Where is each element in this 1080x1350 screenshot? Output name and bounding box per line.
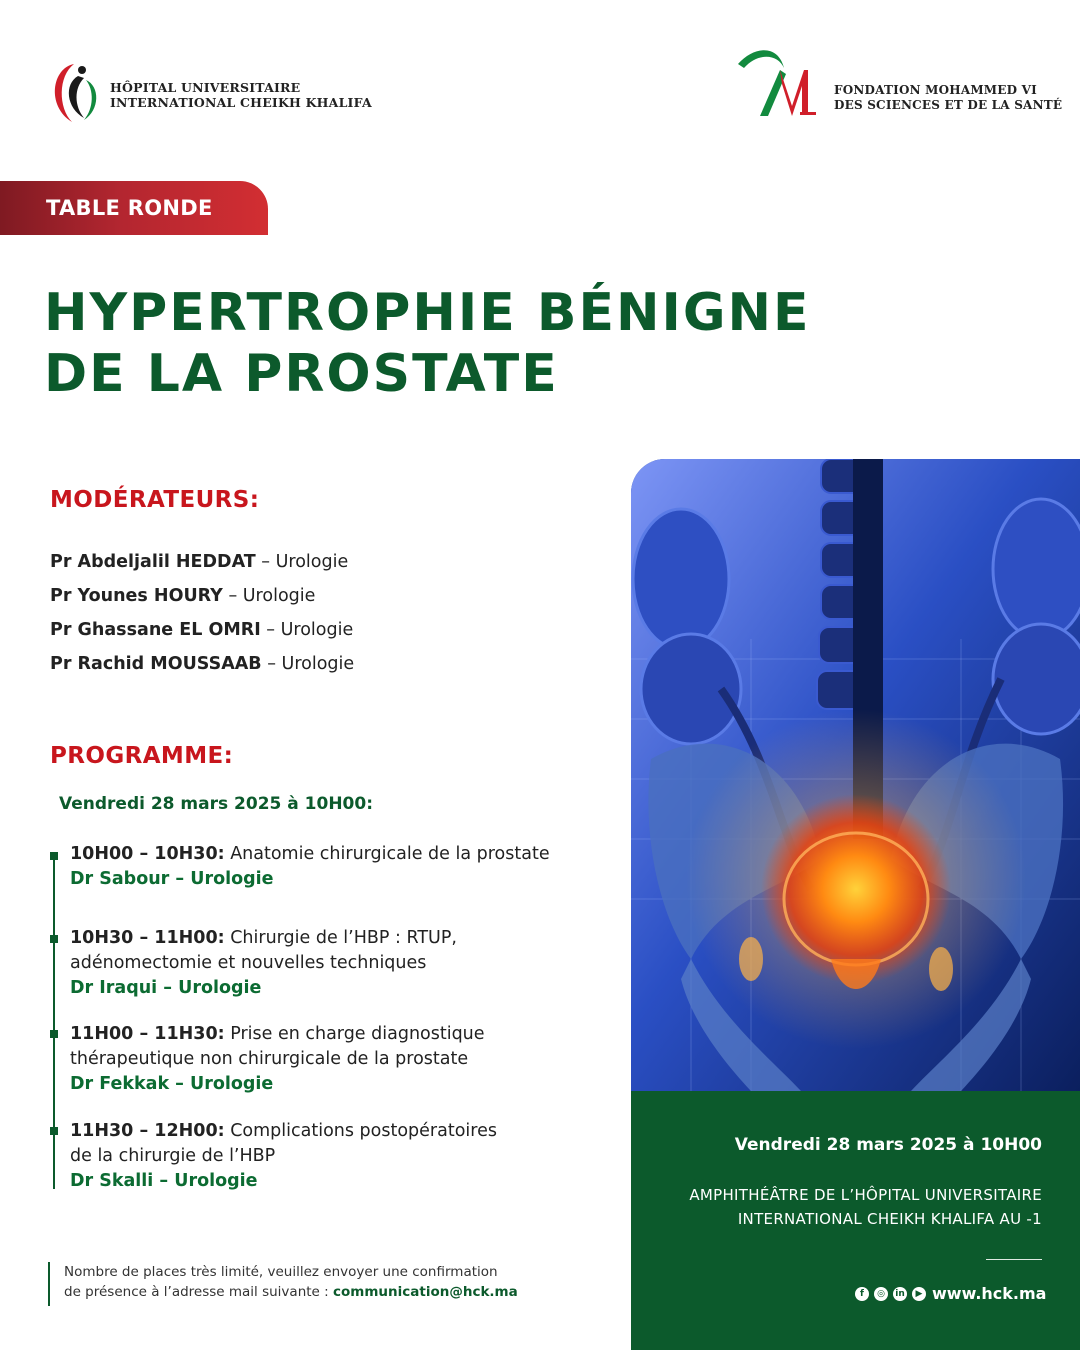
- divider: [986, 1259, 1042, 1260]
- timeline-bullet: [50, 935, 58, 943]
- moderator-specialty: – Urologie: [266, 620, 354, 640]
- timeline-bullet: [50, 1030, 58, 1038]
- session-time: 10H00 – 10H30:: [70, 844, 225, 864]
- moderator-item: [50, 579, 354, 613]
- moderator-name: Pr Younes HOURY: [50, 586, 223, 606]
- note-line2: de présence à l’adresse mail suivante :: [64, 1284, 333, 1300]
- instagram-icon[interactable]: ◎: [874, 1287, 888, 1301]
- event-venue: [689, 1183, 1042, 1231]
- session-speaker: Dr Fekkak – Urologie: [70, 1074, 274, 1094]
- note-accent-bar: [48, 1262, 50, 1306]
- programme-heading: PROGRAMME:: [50, 743, 234, 769]
- session-topic: Complications postopératoires: [224, 1121, 497, 1141]
- title-line2: DE LA PROSTATE: [44, 344, 559, 404]
- registration-note: [64, 1262, 518, 1302]
- moderator-name: Pr Abdeljalil HEDDAT: [50, 552, 256, 572]
- timeline-bullet: [50, 1127, 58, 1135]
- foundation-name-line1: FONDATION MOHAMMED VI: [834, 83, 1037, 97]
- moderator-specialty: – Urologie: [267, 654, 355, 674]
- hospital-name: [110, 80, 372, 110]
- timeline-bullet: [50, 852, 58, 860]
- moderator-specialty: – Urologie: [261, 552, 349, 572]
- venue-line1: AMPHITHÉÂTRE DE L’HÔPITAL UNIVERSITAIRE: [689, 1186, 1042, 1204]
- session-topic: Anatomie chirurgicale de la prostate: [224, 844, 550, 864]
- session-topic-cont: thérapeutique non chirurgicale de la prostate: [70, 1049, 469, 1069]
- hospital-name-line2: INTERNATIONAL CHEIKH KHALIFA: [110, 95, 372, 110]
- hospital-name-line1: HÔPITAL UNIVERSITAIRE: [110, 80, 301, 95]
- venue-line2: INTERNATIONAL CHEIKH KHALIFA AU -1: [737, 1210, 1042, 1228]
- moderator-item: [50, 545, 354, 579]
- moderator-item: [50, 613, 354, 647]
- session-topic-cont: de la chirurgie de l’HBP: [70, 1146, 276, 1166]
- youtube-icon[interactable]: ▶: [912, 1287, 926, 1301]
- session-speaker: Dr Skalli – Urologie: [70, 1171, 258, 1191]
- page-title: [44, 283, 811, 405]
- timeline-line: [53, 857, 55, 1189]
- prostate-illustration: [631, 459, 1080, 1091]
- session-topic: Chirurgie de l’HBP : RTUP,: [224, 928, 457, 948]
- session-speaker: Dr Sabour – Urologie: [70, 869, 274, 889]
- moderators-heading: MODÉRATEURS:: [50, 487, 260, 513]
- social-links: [855, 1287, 926, 1301]
- event-type-tag: TABLE RONDE: [0, 181, 268, 235]
- session-time: 11H00 – 11H30:: [70, 1024, 225, 1044]
- session-time: 11H30 – 12H00:: [70, 1121, 225, 1141]
- anatomy-image: [631, 459, 1080, 1091]
- foundation-name: [834, 83, 1062, 113]
- programme-item: [70, 842, 610, 892]
- note-line1: Nombre de places très limité, veuillez envoyer une confirmation: [64, 1264, 498, 1280]
- programme-item: [70, 1022, 610, 1097]
- programme-item: [70, 1119, 610, 1194]
- programme-item: [70, 926, 610, 1001]
- website-link[interactable]: www.hck.ma: [932, 1284, 1047, 1303]
- session-topic: Prise en charge diagnostique: [224, 1024, 485, 1044]
- session-time: 10H30 – 11H00:: [70, 928, 225, 948]
- moderator-item: [50, 647, 354, 681]
- moderator-name: Pr Ghassane EL OMRI: [50, 620, 261, 640]
- moderator-specialty: – Urologie: [228, 586, 316, 606]
- contact-email-link[interactable]: communication@hck.ma: [333, 1284, 518, 1300]
- moderators-list: [50, 545, 354, 681]
- session-speaker: Dr Iraqui – Urologie: [70, 978, 262, 998]
- facebook-icon[interactable]: f: [855, 1287, 869, 1301]
- foundation-name-line2: DES SCIENCES ET DE LA SANTÉ: [834, 98, 1063, 112]
- programme-date: Vendredi 28 mars 2025 à 10H00:: [59, 794, 374, 814]
- session-topic-cont: adénomectomie et nouvelles techniques: [70, 953, 427, 973]
- linkedin-icon[interactable]: in: [893, 1287, 907, 1301]
- moderator-name: Pr Rachid MOUSSAAB: [50, 654, 262, 674]
- event-date: Vendredi 28 mars 2025 à 10H00: [734, 1135, 1042, 1155]
- hck-logo-icon: [44, 56, 104, 126]
- title-line1: HYPERTROPHIE BÉNIGNE: [44, 283, 811, 343]
- foundation-logo-icon: [734, 44, 826, 120]
